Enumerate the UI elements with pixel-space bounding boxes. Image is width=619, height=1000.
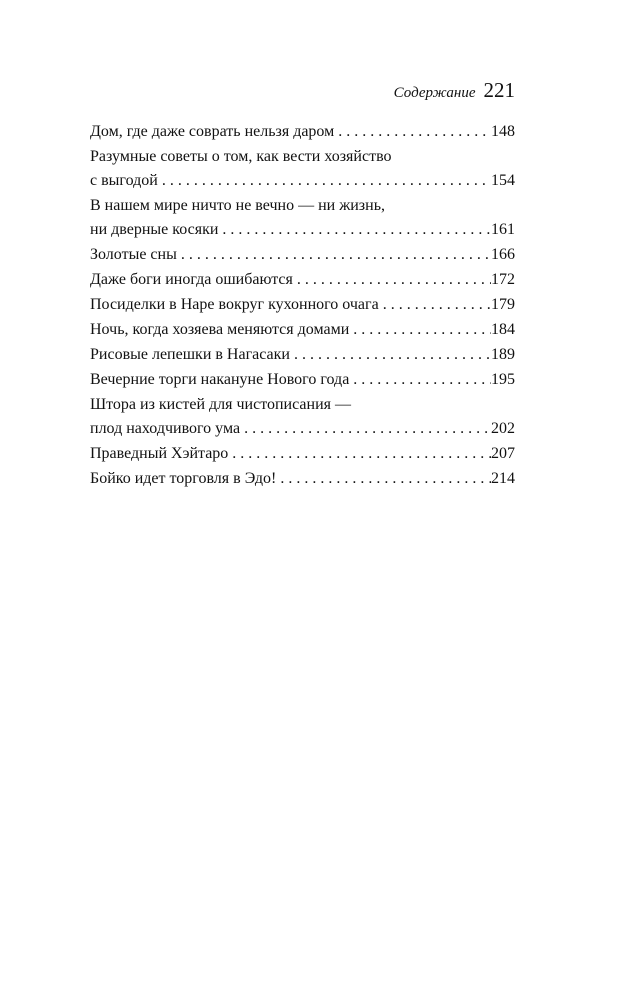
dot-leader bbox=[290, 343, 491, 367]
toc-entry bbox=[90, 268, 515, 292]
toc-entry-title: Золотые сны bbox=[90, 246, 177, 263]
page-number: 221 bbox=[483, 78, 515, 102]
toc-entry-page: 214 bbox=[491, 470, 515, 487]
dot-leader bbox=[240, 417, 491, 441]
toc-entry bbox=[90, 393, 515, 441]
toc-entry bbox=[90, 120, 515, 144]
toc-entry-title: Бойко идет торговля в Эдо! bbox=[90, 470, 277, 487]
toc-entry-page: 195 bbox=[491, 371, 515, 388]
toc-entry-title: В нашем мире ничто не вечно — ни жизнь, bbox=[90, 197, 385, 214]
toc-entry-title-continued: плод находчивого ума bbox=[90, 420, 241, 437]
dot-leader bbox=[293, 268, 491, 292]
toc-entry-page: 154 bbox=[491, 172, 515, 189]
dot-leader bbox=[349, 368, 491, 392]
toc-entry-title: Посиделки в Наре вокруг кухонного очага bbox=[90, 296, 379, 313]
toc-entry bbox=[90, 243, 515, 267]
running-header bbox=[394, 78, 515, 103]
toc-entry-title: Вечерние торги накануне Нового года bbox=[90, 371, 350, 388]
toc-entry-title-continued: с выгодой bbox=[90, 172, 158, 189]
toc-entry bbox=[90, 368, 515, 392]
toc-entry bbox=[90, 343, 515, 367]
toc-entry-title: Даже боги иногда ошибаются bbox=[90, 271, 293, 288]
toc-entry-title: Ночь, когда хозяева меняются домами bbox=[90, 321, 350, 338]
toc-entry bbox=[90, 442, 515, 466]
toc-entry-page: 148 bbox=[491, 123, 515, 140]
dot-leader bbox=[158, 169, 491, 193]
toc-entry-title-continued: ни дверные косяки bbox=[90, 221, 219, 238]
dot-leader bbox=[228, 442, 491, 466]
dot-leader bbox=[379, 293, 491, 317]
dot-leader bbox=[349, 318, 491, 342]
toc-entry-page: 207 bbox=[491, 445, 515, 462]
toc-entry-page: 184 bbox=[491, 321, 515, 338]
toc-entry-title: Дом, где даже соврать нельзя даром bbox=[90, 123, 335, 140]
dot-leader bbox=[334, 120, 491, 144]
toc-entry-page: 172 bbox=[491, 271, 515, 288]
toc-entry-page: 166 bbox=[491, 246, 515, 263]
toc-entry-title: Праведный Хэйтаро bbox=[90, 445, 229, 462]
toc-entry bbox=[90, 194, 515, 242]
table-of-contents bbox=[90, 120, 515, 492]
toc-entry bbox=[90, 467, 515, 491]
toc-entry-page: 179 bbox=[491, 296, 515, 313]
toc-entry-title: Штора из кистей для чистописания — bbox=[90, 396, 351, 413]
toc-entry-title: Разумные советы о том, как вести хозяйство bbox=[90, 148, 392, 165]
toc-entry bbox=[90, 293, 515, 317]
toc-entry-page: 161 bbox=[491, 221, 515, 238]
toc-entry bbox=[90, 318, 515, 342]
dot-leader bbox=[177, 243, 491, 267]
toc-entry bbox=[90, 145, 515, 193]
toc-entry-title: Рисовые лепешки в Нагасаки bbox=[90, 346, 290, 363]
section-title: Содержание bbox=[393, 85, 476, 101]
dot-leader bbox=[276, 467, 491, 491]
toc-entry-page: 189 bbox=[491, 346, 515, 363]
dot-leader bbox=[218, 218, 491, 242]
toc-entry-page: 202 bbox=[491, 420, 515, 437]
